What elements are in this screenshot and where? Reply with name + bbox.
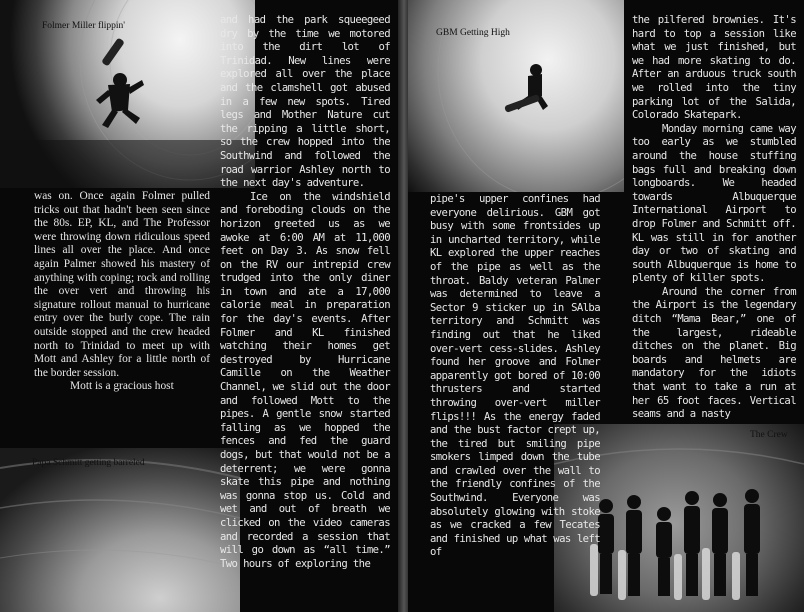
caption-folmer: Folmer Miller flippin' bbox=[42, 21, 125, 31]
paragraph: Around the corner from the Airport is the legendary ditch “Mama Bear,” one of the largest, rideable ditches on the planet. Big boards and helmets are mandatory for the idiots that want to take a run at her 65 foot faces. Vertical seams and a nasty bbox=[632, 285, 796, 421]
right-page bbox=[408, 0, 804, 612]
paragraph: was on. Once again Folmer pulled tricks out that hadn't been seen since the 80s. EP, KL, and The Professor were throwing down ridiculous speed lines all over the place. And once again Palmer showed his mastery of anything with coping; rock and rolling the over vert and throwing his signature rollout manual to hurricane entry over the burly cope. The rain outside stopped and the crew headed north to Trinidad to meet up with Mott and Ashley for a little north of the border session. bbox=[34, 190, 210, 379]
skater-figure bbox=[96, 37, 144, 128]
left-column-2-text bbox=[220, 14, 390, 571]
left-column-1-text bbox=[34, 190, 210, 394]
caption-crew: The Crew bbox=[750, 430, 788, 440]
paragraph: pipe's upper confines had everyone delirious. GBM got busy with some frontsides up in uncharted territory, while KL explored the upper reaches of the pipe as well as the throat. Baldy veteran Palmer was determined to leave a Sector 9 sticker up in SAlba territory and Schmitt was finding out that he liked over-vert cess-slides. Ashley found her groove and Folmer apparently got bored of 10:00 thrusters and started throwing over-vert miller flips!!! As the energy faded and the bust factor crept up, the tired but smiling pipe smokers limped down the tube and crawled over the wall to the friendly confines of the Southwind. Everyone was absolutely glowing with stoke as we cracked a few Tecates and finished up what was left of bbox=[430, 193, 600, 559]
skater-figure bbox=[504, 64, 548, 113]
paragraph: Ice on the windshield and foreboding clouds on the horizon greeted us as we awoke at 6:00 AM at 11,000 feet on Day 3. As snow fell on the RV our intrepid crew trudged into the only diner in town and ate a 17,000 calorie meal in preparation for the day's events. After Folmer and KL finished watching their homes get destroyed by Hurricane Camille on the Weather Channel, we slid out the door and followed Mott to the pipes. A gentle snow started falling as we hopped the fences and fed the guard dogs, but that would not be a deterrent; we were gonna skate this pipe and nothing was gonna stop us. Cold and wet and out of breath we clicked on the video cameras and recorded a session that will go down as “all time.” Two hours of exploring the bbox=[220, 190, 390, 570]
pipe-barrel-graphic bbox=[0, 448, 240, 612]
paragraph: Monday morning came way too early as we stumbled around the house stuffing bags full and breaking down longboards. We headed towards Albuquerque International Airport to drop Folmer and Schmitt off. KL was still in for another day or two of skating and south Albuquerque is home to plenty of killer spots. bbox=[632, 122, 796, 285]
caption-papa-schmitt: Papa Schmitt getting barreled bbox=[32, 458, 145, 468]
photo-folmer-miller bbox=[0, 0, 255, 188]
pipe-skater-graphic bbox=[0, 0, 255, 188]
right-column-1-text bbox=[430, 193, 600, 560]
paragraph: and had the park squeegeed dry by the time we motored into the dirt lot of Trinidad. New lines were explored all over the place and the clamshell got abused in a few new spots. Tired legs and Mother Nature cut the ripping a little short, so the crew hopped into the Southwind and followed the road warrior Ashley north to the next day's adventure. bbox=[220, 14, 390, 190]
paragraph: Mott is a gracious host bbox=[70, 380, 174, 393]
photo-papa-schmitt bbox=[0, 448, 240, 612]
left-page bbox=[0, 0, 400, 612]
right-column-2-text bbox=[632, 14, 796, 422]
caption-gbm: GBM Getting High bbox=[436, 28, 510, 38]
photo-gbm bbox=[408, 0, 624, 192]
paragraph: the pilfered brownies. It's hard to top a session like what we just finished, but we had more skating to do. After an arduous truck south we rolled into the tiny parking lot of the Salida, Colorado Skatepark. bbox=[632, 14, 796, 122]
